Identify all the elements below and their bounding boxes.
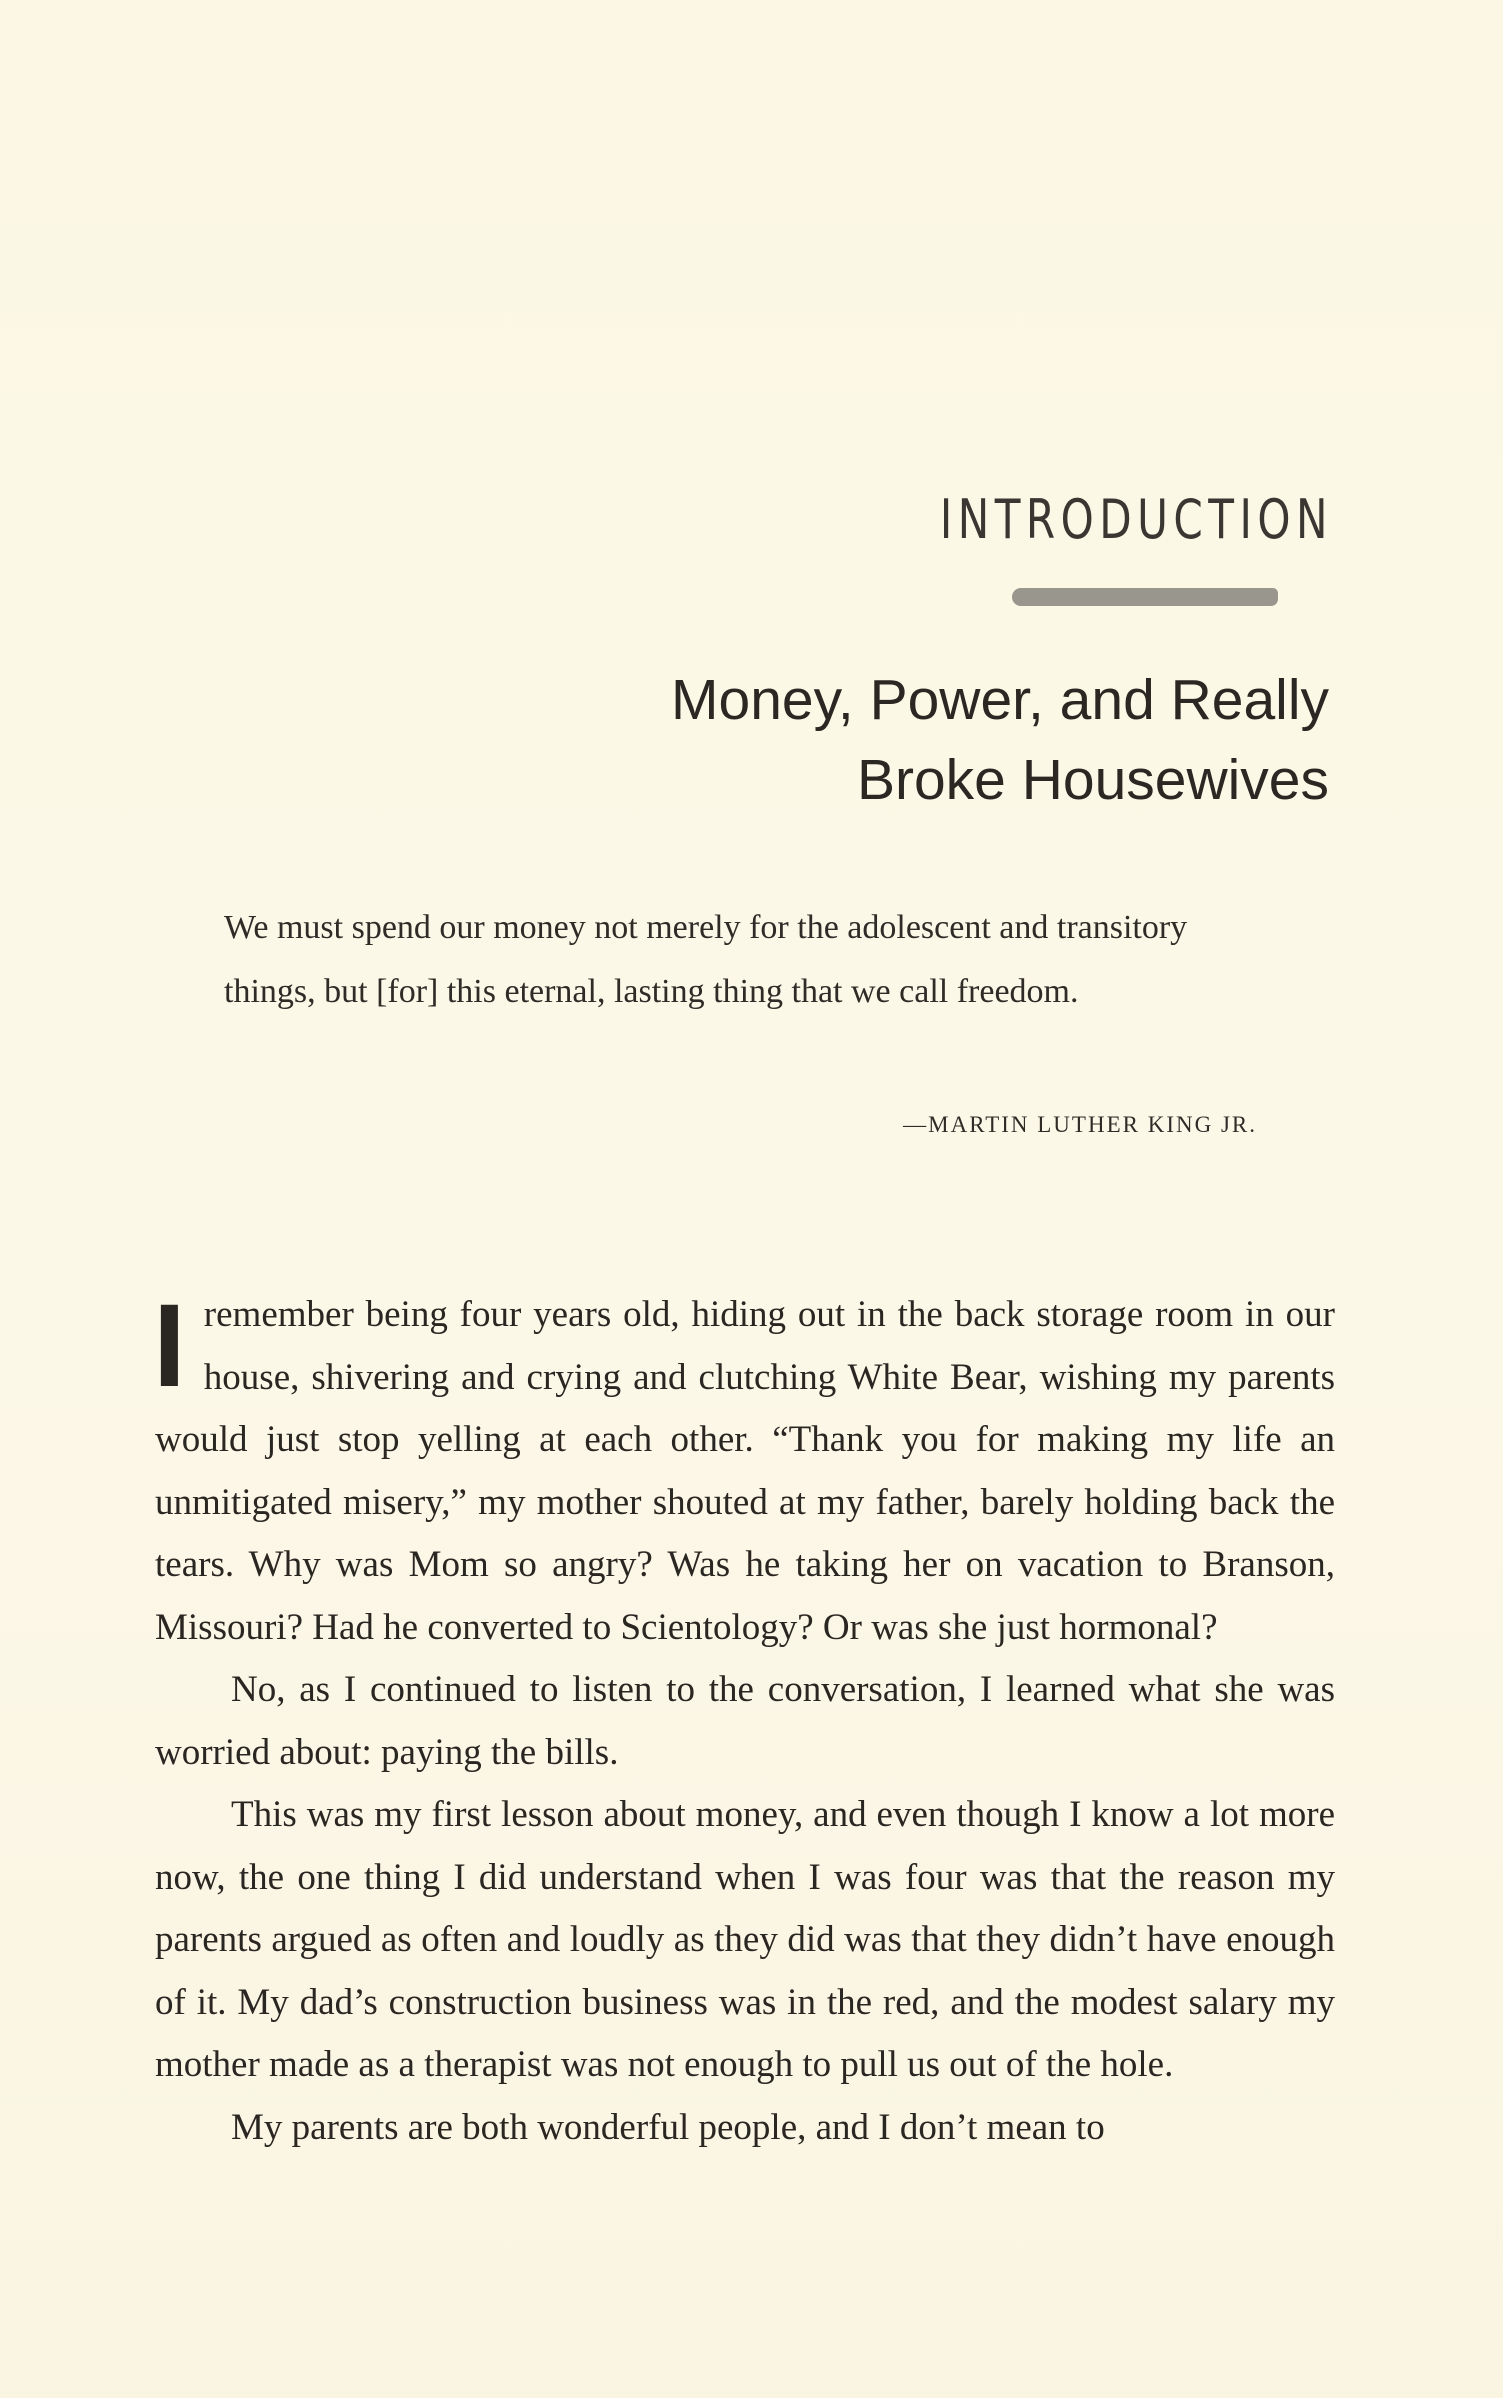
paragraph-4: My parents are both wonderful people, and I don’t mean to — [231, 2106, 1105, 2148]
paragraph-2: No, as I continued to listen to the conversation, I learned what she was worried about: paying the bills. — [155, 1669, 1335, 1773]
decorative-rule — [1012, 588, 1278, 606]
paragraph-1-text: remember being four years old, hiding out in the back storage room in our house, shivering and crying and clutching White Bear, wishing my parents would just stop yelling at each other. “Thank you for making my life an unmitigated misery,” my mother shouted at my father, barely holding back the tears. Why was Mom so angry? Was he taking her on vacation to Branson, Missouri? Had he converted to Scientology? Or was she just hormonal? — [155, 1294, 1335, 1648]
chapter-title-line-2: Broke Housewives — [856, 748, 1329, 812]
chapter-title-line-1: Money, Power, and Really — [671, 668, 1329, 732]
paragraph-3: This was my first lesson about money, and even though I know a lot more now, the one thing I did understand when I was four was that the reason my parents argued as often and loudly as they did was that they didn’t have enough of it. My dad’s construction business was in the red, and the modest salary my mother made as a therapist was not enough to pull us out of the hole. — [155, 1794, 1335, 2085]
epigraph-attribution: —MARTIN LUTHER KING JR. — [903, 1112, 1257, 1137]
epigraph-quote: We must spend our money not merely for the adolescent and transitory things, but [for] this eternal, lasting thing that we call freedom. — [224, 909, 1188, 1010]
chapter-title — [429, 660, 1329, 820]
drop-cap: I — [153, 1280, 186, 1412]
chapter-label: INTRODUCTION — [939, 488, 1333, 551]
paragraph-1 — [153, 1280, 1335, 1659]
body-text — [153, 1280, 1335, 2159]
